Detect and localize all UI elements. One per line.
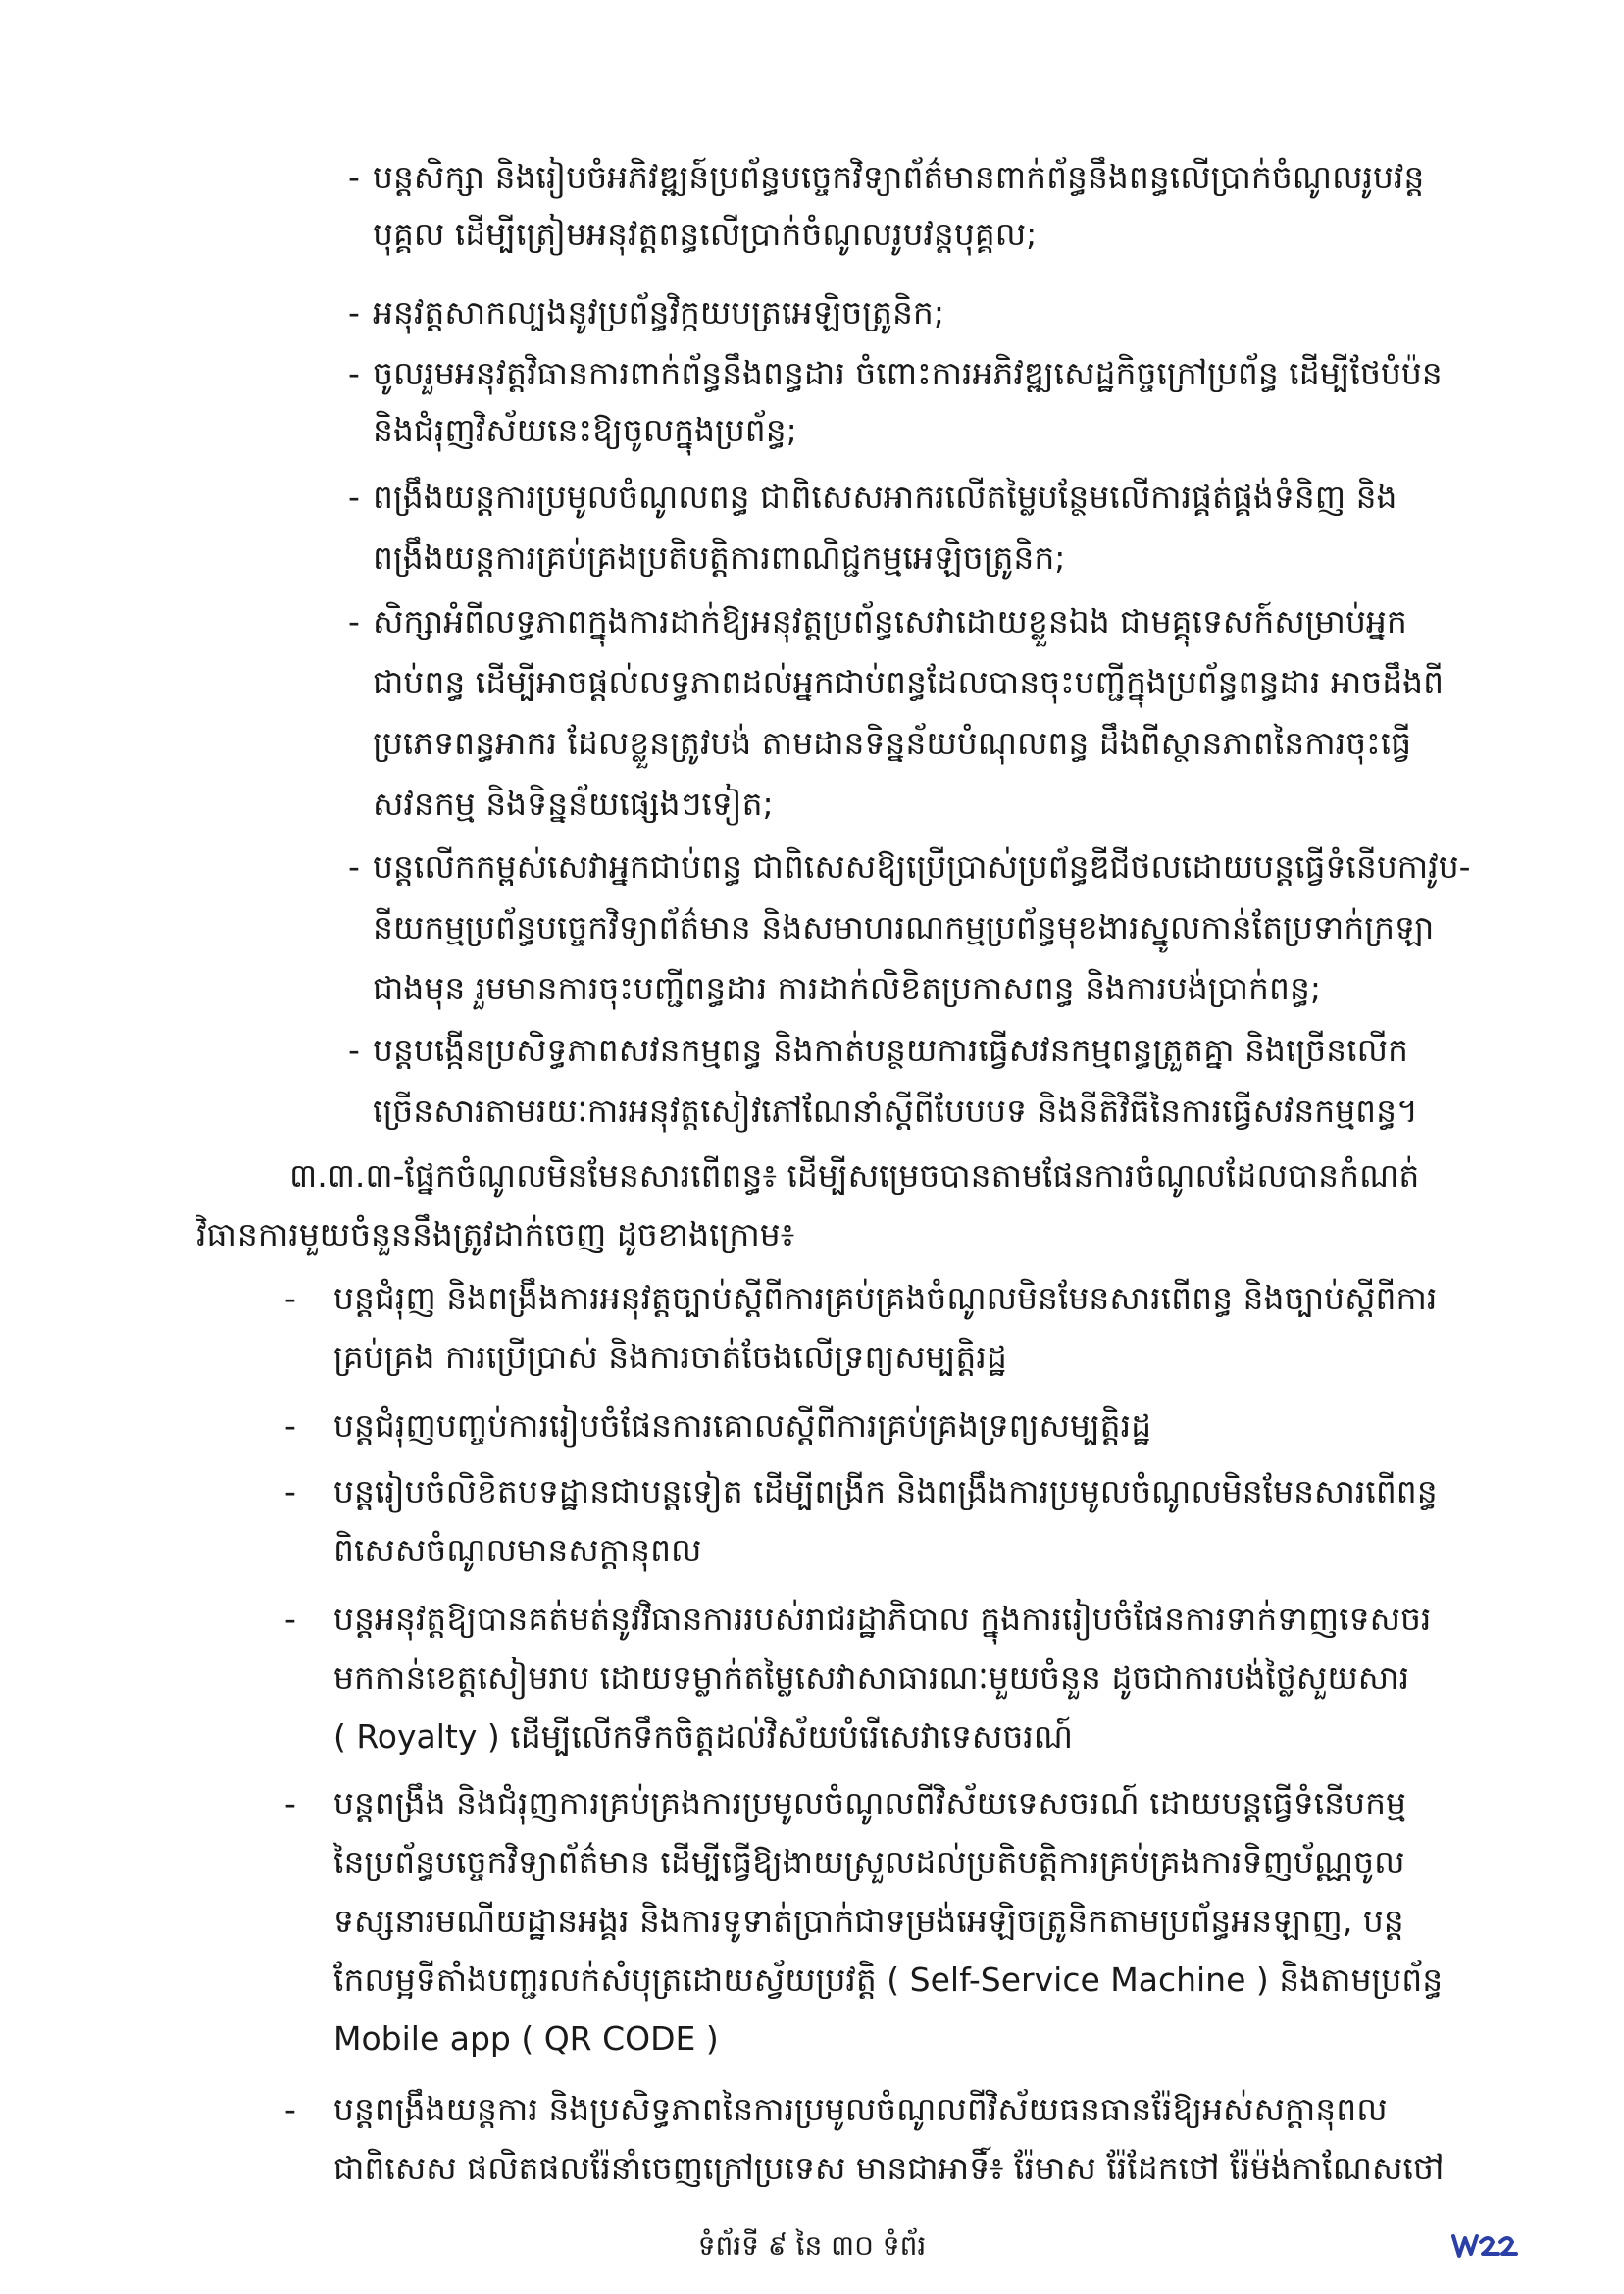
- paragraph-line: សវនកម្ម និងទិន្នន័យផ្សេងៗទៀត;: [373, 785, 774, 823]
- bullet-dash: -: [284, 2090, 296, 2128]
- initials-signature-mark: [1449, 2228, 1518, 2264]
- page-number-footer: ទំព័រទី ៩ នៃ ៣០ ទំព័រ: [697, 2229, 927, 2262]
- paragraph-line: ពង្រឹងយន្តការគ្រប់គ្រងប្រតិបត្តិការពាណិជ្ជកម្មអេឡិចត្រូនិក;: [373, 538, 1066, 577]
- bullet-dash: -: [348, 478, 360, 516]
- paragraph-line: បន្តជំរុញ និងពង្រឹងការអនុវត្តច្បាប់ស្តីពីការគ្រប់គ្រងចំណូលមិនមែនសារពើពន្ធ និងច្បាប់ស្តីពីការ: [333, 1279, 1438, 1317]
- paragraph-line: អនុវត្តសាកល្បងនូវប្រព័ន្ធវិក្កយបត្រអេឡិចត្រូនិក;: [373, 293, 944, 331]
- bullet-dash: -: [348, 354, 360, 392]
- bullet-dash: -: [348, 847, 360, 886]
- paragraph-line: បន្តលើកកម្ពស់សេវាអ្នកជាប់ពន្ធ ជាពិសេសឱ្យប្រើប្រាស់ប្រព័ន្ធឌីជីថលដោយបន្តធ្វើទំនើបកាវូប-: [373, 847, 1471, 886]
- bullet-dash: -: [284, 1600, 296, 1638]
- paragraph-line: បន្តសិក្សា និងរៀបចំអភិវឌ្ឍន៍ប្រព័ន្ធបច្ចេកវិទ្យាព័ត៌មានពាក់ព័ន្ធនឹងពន្ធលើប្រាក់ចំណូលរូបវន្ត: [373, 158, 1425, 196]
- paragraph-line: ជាងមុន រួមមានការចុះបញ្ជីពន្ធដារ ការដាក់លិខិតប្រកាសពន្ធ និងការបង់ប្រាក់ពន្ធ;: [373, 969, 1322, 1007]
- paragraph-line: ពង្រឹងយន្តការប្រមូលចំណូលពន្ធ ជាពិសេសអាករលើតម្លៃបន្ថែមលើការផ្គត់ផ្គង់ទំនិញ និង: [373, 478, 1397, 516]
- paragraph-line: កែលម្អទីតាំងបញ្ជរលក់សំបុត្រដោយស្វ័យប្រវត្តិ ( Self-Service Machine ) និងតាមប្រព័ន្ធ: [333, 1961, 1444, 1999]
- bullet-dash: -: [348, 1031, 360, 1069]
- paragraph-line: ( Royalty ) ដើម្បីលើកទឹកចិត្តដល់វិស័យបំរើសេវាទេសចរណ៍: [333, 1717, 1074, 1756]
- bullet-dash: -: [348, 293, 360, 331]
- paragraph-line: ទស្សនារមណីយដ្ឋានអង្គរ និងការទូទាត់ប្រាក់ជាទម្រង់អេឡិចត្រូនិកតាមប្រព័ន្ធអនឡាញ, បន្ត: [333, 1902, 1404, 1940]
- paragraph-line: បន្តជំរុញបញ្ចប់ការរៀបចំផែនការគោលស្តីពីការគ្រប់គ្រងទ្រព្យសម្បត្តិរដ្ឋ: [333, 1406, 1152, 1445]
- paragraph-line: ប្រភេទពន្ធអាករ ដែលខ្លួនត្រូវបង់ តាមដានទិន្នន័យបំណុលពន្ធ ដឹងពីស្ថានភាពនៃការចុះធ្វើ: [373, 724, 1412, 762]
- section-heading-line: ៣.៣.៣-ផ្នែកចំណូលមិនមែនសារពើពន្ធ៖ ដើម្បីសម្រេចបានតាមផែនការចំណូលដែលបានកំណត់: [289, 1156, 1420, 1195]
- paragraph-line: មកកាន់ខេត្តសៀមរាប ដោយទម្លាក់តម្លៃសេវាសាធារណៈមួយចំនួន ដូចជាការបង់ថ្លៃសួយសារ: [333, 1658, 1410, 1697]
- paragraph-line: និងជំរុញវិស័យនេះឱ្យចូលក្នុងប្រព័ន្ធ;: [373, 411, 797, 449]
- section-heading-line: វិធានការមួយចំនួននឹងត្រូវដាក់ចេញ ដូចខាងក្រោម៖: [196, 1215, 795, 1253]
- bullet-dash: -: [284, 1472, 296, 1510]
- paragraph-line: គ្រប់គ្រង ការប្រើប្រាស់ និងការចាត់ចែងលើទ្រព្យសម្បត្តិរដ្ឋ: [333, 1338, 1007, 1376]
- paragraph-line: បន្តពង្រឹង និងជំរុញការគ្រប់គ្រងការប្រមូលចំណូលពីវិស័យទេសចរណ៍ ដោយបន្តធ្វើទំនើបកម្ម: [333, 1784, 1406, 1822]
- bullet-dash: -: [348, 158, 360, 196]
- bullet-dash: -: [284, 1406, 296, 1445]
- paragraph-line: បន្តពង្រឹងយន្តការ និងប្រសិទ្ធភាពនៃការប្រមូលចំណូលពីវិស័យធនធានរ៉ែឱ្យអស់សក្តានុពល: [333, 2090, 1388, 2128]
- paragraph-line: បុគ្គល ដើម្បីត្រៀមអនុវត្តពន្ធលើប្រាក់ចំណូលរូបវន្តបុគ្គល;: [373, 215, 1038, 253]
- bullet-dash: -: [284, 1784, 296, 1822]
- paragraph-line: នៃប្រព័ន្ធបច្ចេកវិទ្យាព័ត៌មាន ដើម្បីធ្វើឱ្យងាយស្រួលដល់ប្រតិបត្តិការគ្រប់គ្រងការទិញប័ណ្ណចូល: [333, 1843, 1405, 1881]
- paragraph-line: ច្រើនសារតាមរយៈការអនុវត្តសៀវភៅណែនាំស្តីពីបែបបទ និងនីតិវិធីនៃការធ្វើសវនកម្មពន្ធ។: [373, 1092, 1418, 1130]
- paragraph-line: បន្តអនុវត្តឱ្យបានគត់មត់នូវវិធានការរបស់រាជរដ្ឋាភិបាល ក្នុងការរៀបចំផែនការទាក់ទាញទេសចរ: [333, 1600, 1432, 1638]
- paragraph-line: បន្តរៀបចំលិខិតបទដ្ឋានជាបន្តទៀត ដើម្បីពង្រីក និងពង្រឹងការប្រមូលចំណូលមិនមែនសារពើពន្ធ: [333, 1472, 1438, 1510]
- bullet-dash: -: [348, 602, 360, 640]
- bullet-dash: -: [284, 1279, 296, 1317]
- paragraph-line: ចូលរួមអនុវត្តវិធានការពាក់ព័ន្ធនឹងពន្ធដារ ចំពោះការអភិវឌ្ឍសេដ្ឋកិច្ចក្រៅប្រព័ន្ធ ដើម្បីថែបំប៉ន: [373, 354, 1443, 392]
- paragraph-line: Mobile app ( QR CODE ): [333, 2019, 719, 2058]
- paragraph-line: បន្តបង្កើនប្រសិទ្ធភាពសវនកម្មពន្ធ និងកាត់បន្ថយការធ្វើសវនកម្មពន្ធត្រួតគ្នា និងច្រើនលើក: [373, 1031, 1408, 1069]
- paragraph-line: ជាពិសេស ផលិតផលរ៉ែនាំចេញក្រៅប្រទេស មានជាអាទិ៍៖ រ៉ែមាស រ៉ែដែកថៅ រ៉ែម៉ង់កាណែសថៅ: [333, 2149, 1445, 2187]
- paragraph-line: សិក្សាអំពីលទ្ធភាពក្នុងការដាក់ឱ្យអនុវត្តប្រព័ន្ធសេវាដោយខ្លួនឯង ជាមគ្គុទេសក៍សម្រាប់អ្នក: [373, 602, 1407, 640]
- paragraph-line: ជាប់ពន្ធ ដើម្បីអាចផ្តល់លទ្ធភាពដល់អ្នកជាប់ពន្ធដែលបានចុះបញ្ជីក្នុងប្រព័ន្ធពន្ធដារ អាចដឹងពី: [373, 663, 1445, 701]
- paragraph-line: នីយកម្មប្រព័ន្ធបច្ចេកវិទ្យាព័ត៌មាន និងសមាហរណកម្មប្រព័ន្ធមុខងារស្នូលកាន់តែប្រទាក់ក្រឡា: [373, 908, 1435, 946]
- paragraph-line: ពិសេសចំណូលមានសក្តានុពល: [333, 1531, 702, 1569]
